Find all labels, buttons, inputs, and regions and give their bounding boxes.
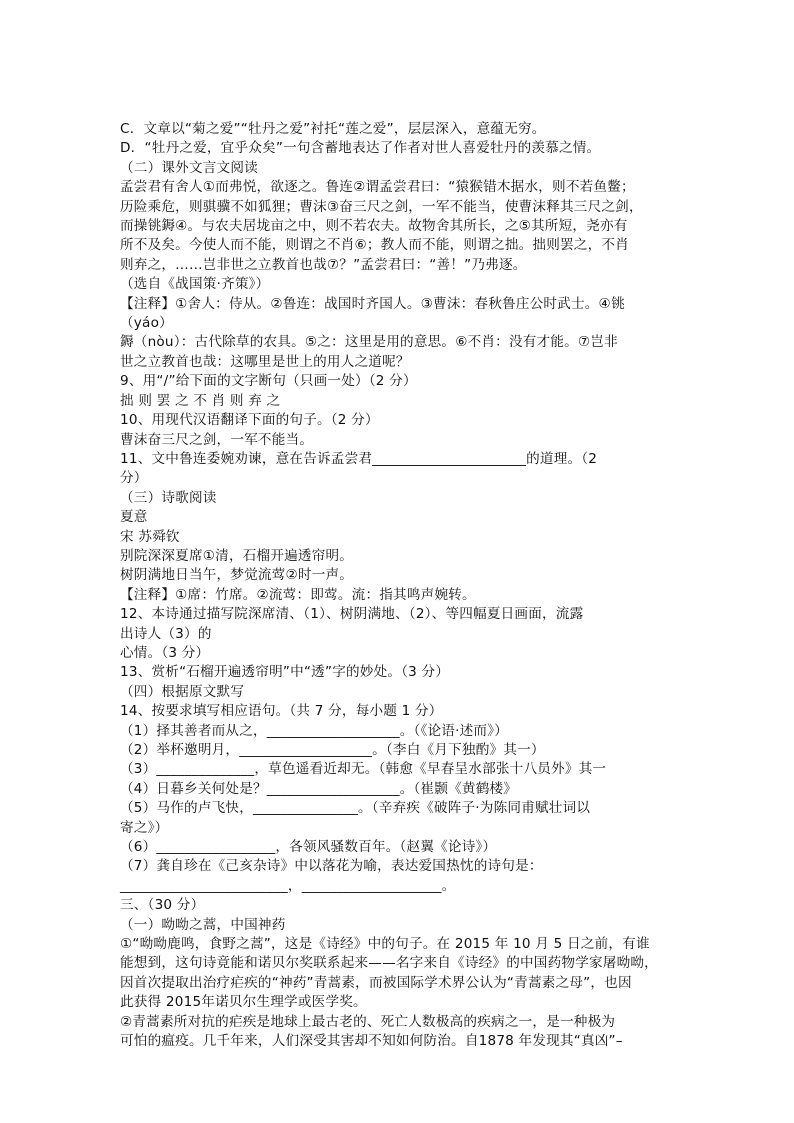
text-line: 可怕的瘟疫。几千年来，人们深受其害却不知如何防治。自1878 年发现其“真凶”– — [120, 1033, 623, 1050]
text-line: （4）日暮乡关何处是？___________________。（崔颢《黄鹤楼》 — [120, 780, 518, 797]
text-line: 鎒（nòu）：古代除草的农具。⑤之：这里是用的意思。⑥不肖：没有才能。⑦岂非 — [120, 334, 618, 351]
text-line: 分） — [120, 470, 148, 487]
text-line: （四）根据原文默写 — [120, 683, 245, 700]
text-line: 拙 则 罢 之 不 肖 则 弃 之 — [120, 392, 281, 409]
text-line: 树阴满地日当午，梦觉流莺②时一声。 — [120, 567, 354, 584]
text-line: C．文章以“菊之爱”“牡丹之爱”衬托“莲之爱”，层层深入，意蕴无穷。 — [120, 121, 546, 137]
text-line: 而操铫鎒④。与农夫居垅亩之中，则不若农夫。故物舍其所长，之⑤其所短，尧亦有 — [120, 218, 628, 235]
text-line: 9、用“/”给下面的文字断句（只画一处）（2 分） — [120, 373, 417, 390]
text-line: 所不及矣。今使人而不能，则谓之不肖⑥；教人而不能，则谓之拙。拙则罢之，不肖 — [120, 237, 629, 254]
text-line: （yáo） — [120, 315, 173, 332]
text-line: （6）_________________，各领风骚数百年。（赵翼《论诗》） — [120, 839, 497, 856]
text-line: D．“牡丹之爱，宜乎众矣”一句含蓄地表达了作者对世人喜爱牡丹的羡慕之情。 — [120, 140, 601, 157]
document-page — [120, 120, 680, 1052]
text-line: 【注释】①舍人：侍从。②鲁连：战国时齐国人。③曹沫：春秋鲁庄公时武士。④铫 — [120, 295, 625, 312]
text-line: 出诗人（3）的 — [120, 625, 212, 642]
text-line: 三、（30 分） — [120, 897, 205, 914]
text-line: 【注释】①席：竹席。②流莺：即莺。流：指其鸣声婉转。 — [120, 586, 476, 603]
text-line: （2）举杯邀明月，___________________。（李白《月下独酌》其一） — [120, 742, 545, 758]
text-line: 历险乘危，则骐骥不如狐狸；曹沫③奋三尺之剑，一军不能当，使曹沫释其三尺之剑， — [120, 198, 643, 215]
text-line: 能想到，这句诗竟能和诺贝尔奖联系起来——名字来自《诗经》的中国药物学家屠呦呦， — [120, 955, 658, 972]
text-line: ②青蒿素所对抗的疟疾是地球上最古老的、死亡人数极高的疾病之一，是一种极为 — [120, 1013, 616, 1030]
text-line: ________________________，____________________。 — [120, 877, 456, 894]
text-line: 12、本诗通过描写院深席清、（1）、树阴满地、（2）、等四幅夏日画面，流露 — [120, 606, 584, 623]
text-line: 世之立教首也哉：这哪里是世上的用人之道呢？ — [120, 353, 410, 370]
text-line: 11、文中鲁连委婉劝谏，意在告诉孟尝君______________________的道理。（2 — [120, 450, 598, 467]
text-line: ①“呦呦鹿鸣，食野之蒿”，这是《诗经》中的句子。在 2015 年 10 月 5 日之前，有谁 — [120, 936, 650, 953]
text-line: 曹沫奋三尺之剑，一军不能当。 — [120, 431, 314, 448]
text-line: （三）诗歌阅读 — [120, 489, 217, 506]
text-line: （选自《战国策·齐策》） — [120, 276, 270, 293]
text-line: 心情。（3 分） — [120, 644, 210, 661]
text-line: 13、赏析“石榴开遍透帘明”中“透”字的妙处。（3 分） — [120, 664, 450, 681]
text-line: （二）课外文言文阅读 — [120, 159, 258, 176]
text-line: （5）马作的卢飞快，_______________。（辛弃疾《破阵子·为陈同甫赋壮词以 — [120, 800, 591, 817]
text-line: 因首次提取出治疗疟疾的“神药”青蒿素，而被国际学术界公认为“青蒿素之母”，也因 — [120, 974, 632, 991]
text-line: （7）龚自珍在《己亥杂诗》中以落花为喻，表达爱国热忱的诗句是： — [120, 858, 543, 875]
text-line: （1）择其善者而从之，___________________。（《论语·述而》） — [120, 722, 508, 739]
text-line: 10、用现代汉语翻译下面的句子。（2 分） — [120, 412, 379, 429]
text-line: （一）呦呦之蒿，中国神药 — [120, 916, 286, 933]
text-line: 别院深深夏席①清，石榴开遍透帘明。 — [120, 547, 354, 564]
text-line: 夏意 — [120, 509, 148, 526]
text-line: （3）______________，草色遥看近却无。（韩愈《早春呈水部张十八员外》其一 — [120, 761, 607, 778]
text-line: 宋 苏舜钦 — [120, 528, 180, 545]
text-line: 寄之》） — [120, 819, 169, 836]
text-line: 此获得 2015年诺贝尔生理学或医学奖。 — [120, 994, 367, 1011]
text-line: 则弃之，……岂非世之立教首也哉⑦？”孟尝君曰：“善！”乃弗逐。 — [120, 256, 527, 273]
text-line: 孟尝君有舍人①而弗悦，欲逐之。鲁连②谓孟尝君曰：“猿猴错木据水，则不若鱼鳖； — [120, 179, 635, 196]
text-line: 14、按要求填写相应语句。（共 7 分，每小题 1 分） — [120, 703, 443, 720]
